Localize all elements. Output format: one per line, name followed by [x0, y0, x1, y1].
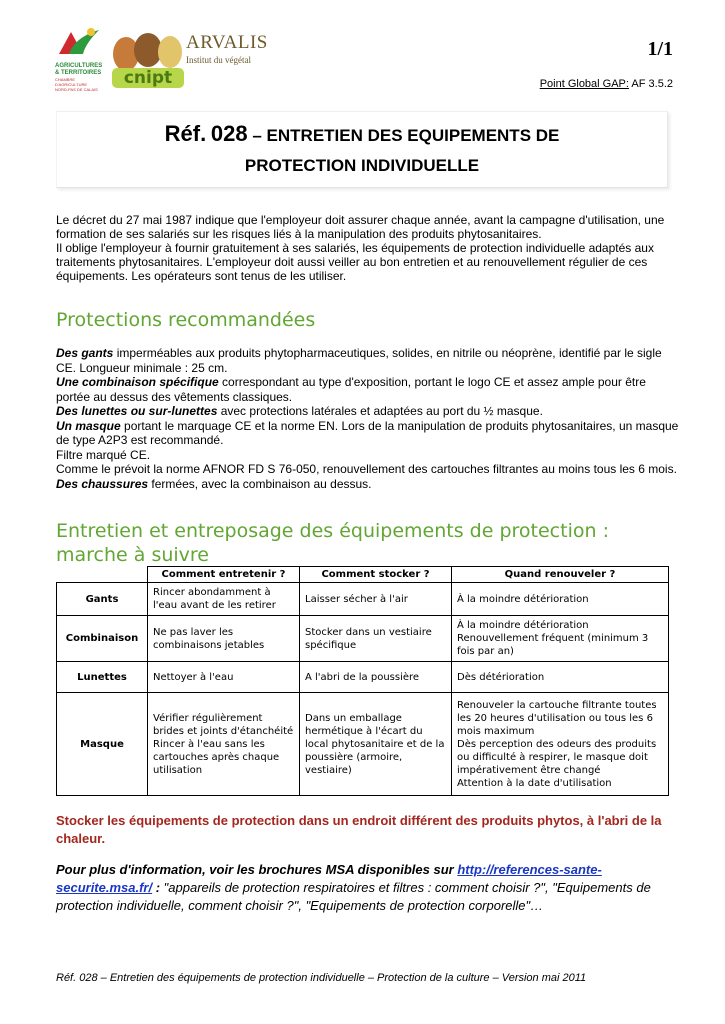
agricultures-territoires-logo — [55, 24, 107, 90]
arvalis-title: ARVALIS — [186, 32, 268, 53]
gap-value: AF 3.5.2 — [631, 78, 673, 90]
cell-renouveler: Renouveler la cartouche filtrante toutes les 20 heures d'utilisation ou tous les 6 mois maximum Dès perception des odeurs des produits ou difficulté à respirer, le masque doit impérativement être changé Attention à la date d'utilisation — [452, 693, 669, 796]
item-lunettes: Des lunettes ou sur-lunettes avec protections latérales et adaptées au port du ½ masque. — [56, 404, 543, 418]
afnor-line: Comme le prévoit la norme AFNOR FD S 76-050, renouvellement des cartouches filtrantes au moins tous les 6 mois. — [56, 462, 677, 476]
intro-paragraph-1: Le décret du 27 mai 1987 indique que l'employeur doit assurer chaque année, avant la campagne d'utilisation, une formation de ses salariés sur les risques liés à la manipulation des produits phytosanitaires. — [56, 213, 665, 241]
table-row — [57, 662, 669, 693]
page-number: 1/1 — [647, 38, 673, 60]
at-sub1: CHAMBRE D'AGRICULTURE — [55, 77, 88, 87]
heading-protections: Protections recommandées — [56, 309, 316, 331]
row-item: Combinaison — [57, 616, 148, 662]
more-info-lead: Pour plus d'information, voir les brochures MSA disponibles sur — [56, 862, 458, 877]
item-chaussures: Des chaussures fermées, avec la combinaison au dessus. — [56, 476, 372, 491]
potato-icon — [108, 30, 186, 90]
item-masque: Un masque portant le marquage CE et la norme EN. Lors de la manipulation de produits phytosanitaires, un masque de type A2P3 est recommandé. — [56, 418, 679, 447]
msa-link[interactable]: http://references-sante-securite.msa.fr/ — [56, 862, 602, 895]
document-title-box — [56, 111, 668, 188]
col-header-entretenir: Comment entretenir ? — [148, 567, 300, 583]
cnipt-text: cnipt — [123, 68, 173, 88]
title-line-1 — [57, 119, 667, 151]
maintenance-table — [56, 566, 669, 796]
title-line-2: PROTECTION INDIVIDUELLE — [244, 156, 480, 175]
cell-entretenir: Nettoyer à l'eau — [148, 662, 300, 693]
table-row — [57, 616, 669, 662]
table-corner — [57, 567, 148, 583]
cell-stocker: Laisser sécher à l'air — [300, 583, 452, 616]
item-gants: Des gants imperméables aux produits phytopharmaceutiques, solides, en nitrile ou néoprène, identifié par le sigle CE. Longueur minimale : 25 cm. — [56, 346, 662, 375]
cell-entretenir: Ne pas laver les combinaisons jetables — [148, 616, 300, 662]
at-emblem-icon — [55, 24, 107, 58]
heading-maintenance: Entretien et entreposage des équipements de protection : marche à suivre — [56, 520, 609, 566]
gap-label: Point Global GAP: — [539, 78, 629, 90]
page-footer: Réf. 028 – Entretien des équipements de protection individuelle – Protection de la culture – Version mai 2011 — [56, 972, 587, 984]
more-info-brochures: "appareils de protection respiratoires et filtres : comment choisir ?", "Equipements de protection individuelle, comment choisir ?", "Equipements de protection corporelle"… — [56, 880, 651, 913]
cell-renouveler: Dès détérioration — [452, 662, 669, 693]
filtre-line: Filtre marqué CE. — [56, 447, 151, 462]
storage-warning: Stocker les équipements de protection dans un endroit différent des produits phytos, à l'abri de la chaleur. — [56, 813, 662, 846]
arvalis-subtitle: Institut du végétal — [186, 55, 251, 65]
intro-paragraph-2: Il oblige l'employeur à fournir gratuitement à ses salariés, les équipements de protection individuelle adaptés aux traitements phytosanitaires. L'employeur doit aussi veiller au bon entretien et au renouvellement régulier de ces équipements. Les opérateurs sont tenus de les utiliser. — [56, 241, 654, 283]
arvalis-logo — [186, 32, 266, 72]
cell-stocker: Dans un emballage hermétique à l'écart du local phytosanitaire et de la poussière (armoire, vestiaire) — [300, 693, 452, 796]
at-line2: & TERRITOIRES — [55, 70, 102, 76]
cell-stocker: Stocker dans un vestiaire spécifique — [300, 616, 452, 662]
cell-entretenir: Vérifier régulièrement brides et joints d'étanchéité Rincer à l'eau sans les cartouches après chaque utilisation — [148, 693, 300, 796]
global-gap-reference — [540, 78, 673, 90]
more-info-colon: : — [152, 880, 161, 895]
cell-renouveler: À la moindre détérioration Renouvellement fréquent (minimum 3 fois par an) — [452, 616, 669, 662]
at-sub2: NORD-PAS DE CALAIS — [55, 87, 98, 92]
cell-stocker: A l'abri de la poussière — [300, 662, 452, 693]
col-header-stocker: Comment stocker ? — [300, 567, 452, 583]
col-header-renouveler: Quand renouveler ? — [452, 567, 669, 583]
cnipt-logo — [108, 30, 186, 90]
cell-renouveler: À la moindre détérioration — [452, 583, 669, 616]
row-item: Gants — [57, 583, 148, 616]
intro-text — [56, 213, 676, 283]
ref-label: Réf. — [164, 121, 207, 146]
more-info-paragraph — [56, 861, 676, 915]
table-row — [57, 583, 669, 616]
protections-list — [56, 346, 681, 491]
row-item: Masque — [57, 693, 148, 796]
title-text-1: – ENTRETIEN DES EQUIPEMENTS DE — [252, 126, 560, 145]
cell-entretenir: Rincer abondamment à l'eau avant de les retirer — [148, 583, 300, 616]
table-header-row — [57, 567, 669, 583]
at-line1: AGRICULTURES — [55, 63, 103, 69]
item-combinaison: Une combinaison spécifique correspondant au type d'exposition, portant le logo CE et assez ample pour être portée au dessus des vêtements classiques. — [56, 375, 646, 404]
table-row — [57, 693, 669, 796]
row-item: Lunettes — [57, 662, 148, 693]
ref-number: 028 — [210, 121, 248, 146]
